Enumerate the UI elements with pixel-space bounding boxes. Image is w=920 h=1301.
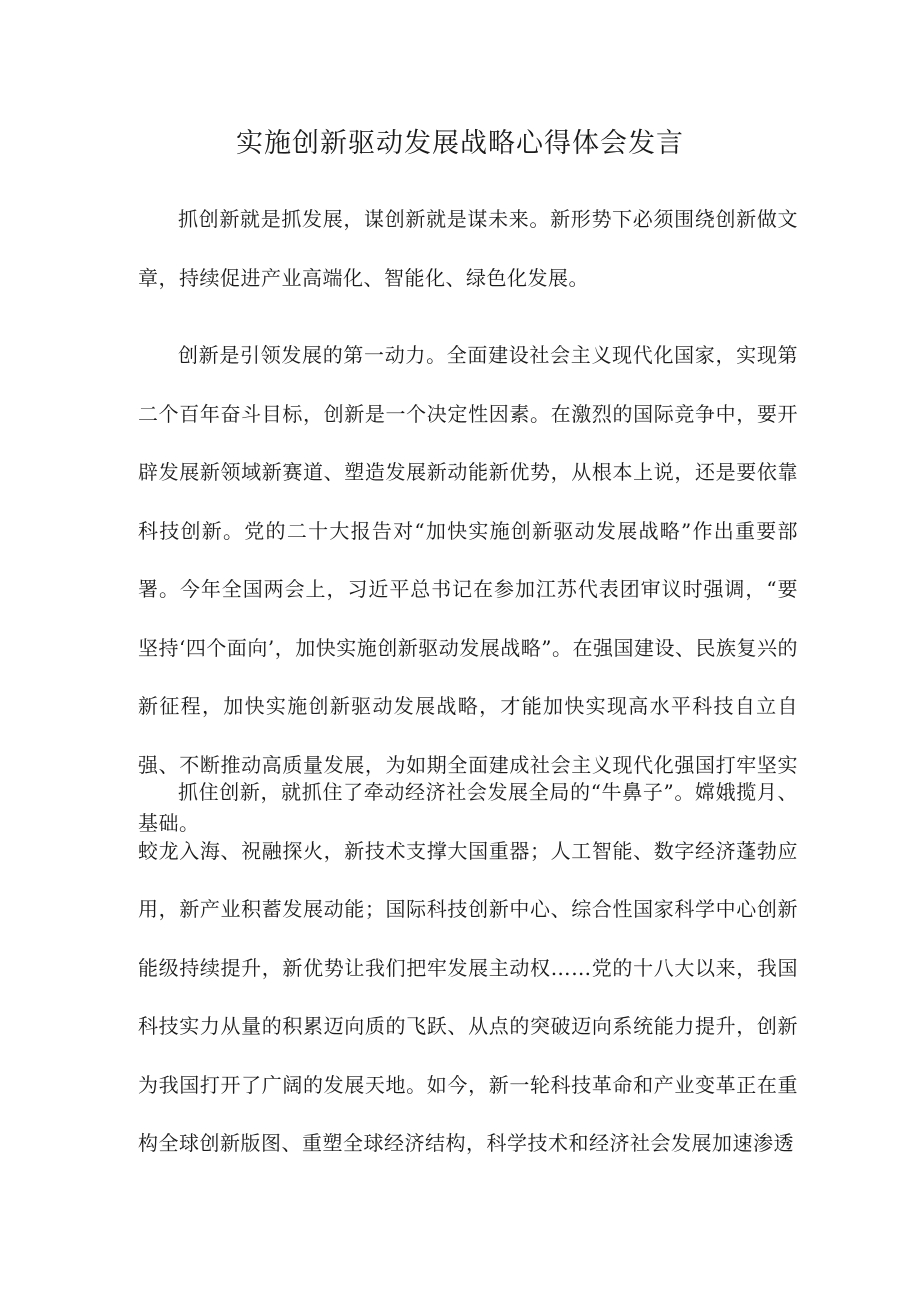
document-title: 实施创新驱动发展战略心得体会发言 xyxy=(236,128,684,159)
paragraph-1: 抓创新就是抓发展，谋创新就是谋未来。新形势下必须围绕创新做文章，持续促进产业高端化、智能化、绿色化发展。 xyxy=(138,207,798,290)
paragraph-2: 创新是引领发展的第一动力。全面建设社会主义现代化国家，实现第二个百年奋斗目标，创新是一个决定性因素。在激烈的国际竞争中，要开辟发展新领域新赛道、塑造发展新动能新优势，从根本上说，还是要依靠科技创新。党的二十大报告对“加快实施创新驱动发展战略”作出重要部署。今年全国两会上，习近平总书记在参加江苏代表团审议时强调，“要坚持‘四个面向’，加快实施创新驱动发展战略”。在强国建设、民族复兴的新征程，加快实施创新驱动发展战略，才能加快实现高水平科技自立自强、不断推动高质量发展，为如期全面建成社会主义现代化强国打牢坚实基础。 xyxy=(138,343,798,835)
paragraph-3: 抓住创新，就抓住了牵动经济社会发展全局的“牛鼻子”。嫦娥揽月、蛟龙入海、祝融探火，新技术支撑大国重器；人工智能、数字经济蓬勃应用，新产业积蓄发展动能；国际科技创新中心、综合性国家科学中心创新能级持续提升，新优势让我们把牢发展主动权……党的十八大以来，我国科技实力从量的积累迈向质的飞跃、从点的突破迈向系统能力提升，创新为我国打开了广阔的发展天地。如今，新一轮科技革命和产业变革正在重构全球创新版图、重塑全球经济结构，科学技术和经济社会发展加速渗透 xyxy=(138,780,798,1155)
